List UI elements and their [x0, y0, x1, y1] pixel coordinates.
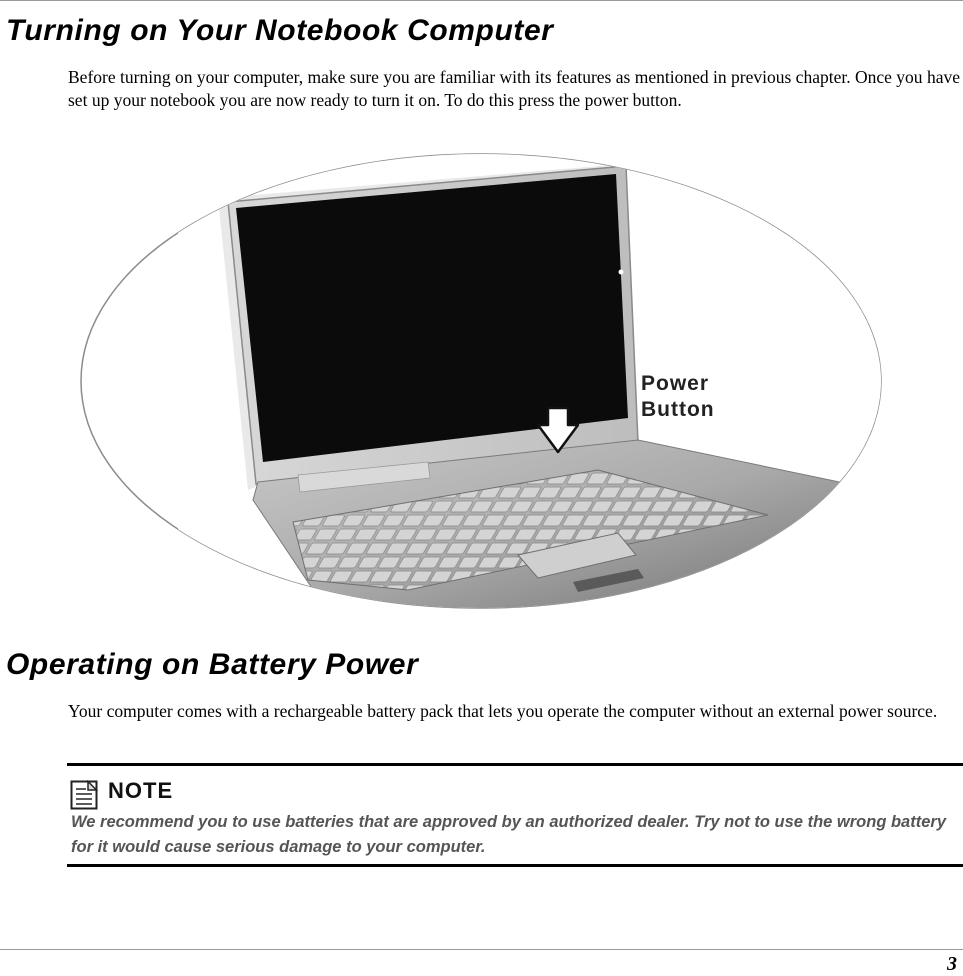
- section-heading-turning-on: Turning on Your Notebook Computer: [6, 14, 554, 47]
- note-top-rule: [67, 763, 963, 766]
- note-bottom-rule: [67, 864, 963, 867]
- laptop-power-button-figure: [78, 150, 884, 612]
- laptop-illustration: [178, 150, 884, 612]
- callout-button: Button: [641, 398, 715, 421]
- section-heading-battery: Operating on Battery Power: [6, 648, 419, 681]
- note-text: We recommend you to use batteries that are approved by an authorized dealer. Try not to use the wrong battery for it would cause serious damage to your computer.: [71, 813, 946, 856]
- note-icon: [70, 780, 98, 810]
- section-body-turning-on: Before turning on your computer, make sure you are familiar with its features as mentioned in previous chapter. Once you have set up your notebook you are now ready to turn it on. To do this press the power button.: [68, 67, 960, 110]
- note-label: NOTE: [108, 778, 174, 803]
- top-divider: [0, 0, 963, 1]
- callout-power: Power: [641, 372, 710, 395]
- section-body-battery: Your computer comes with a rechargeable battery pack that lets you operate the computer without an external power source.: [68, 701, 938, 721]
- footer-divider: [0, 949, 963, 950]
- page-number: 3: [947, 953, 957, 975]
